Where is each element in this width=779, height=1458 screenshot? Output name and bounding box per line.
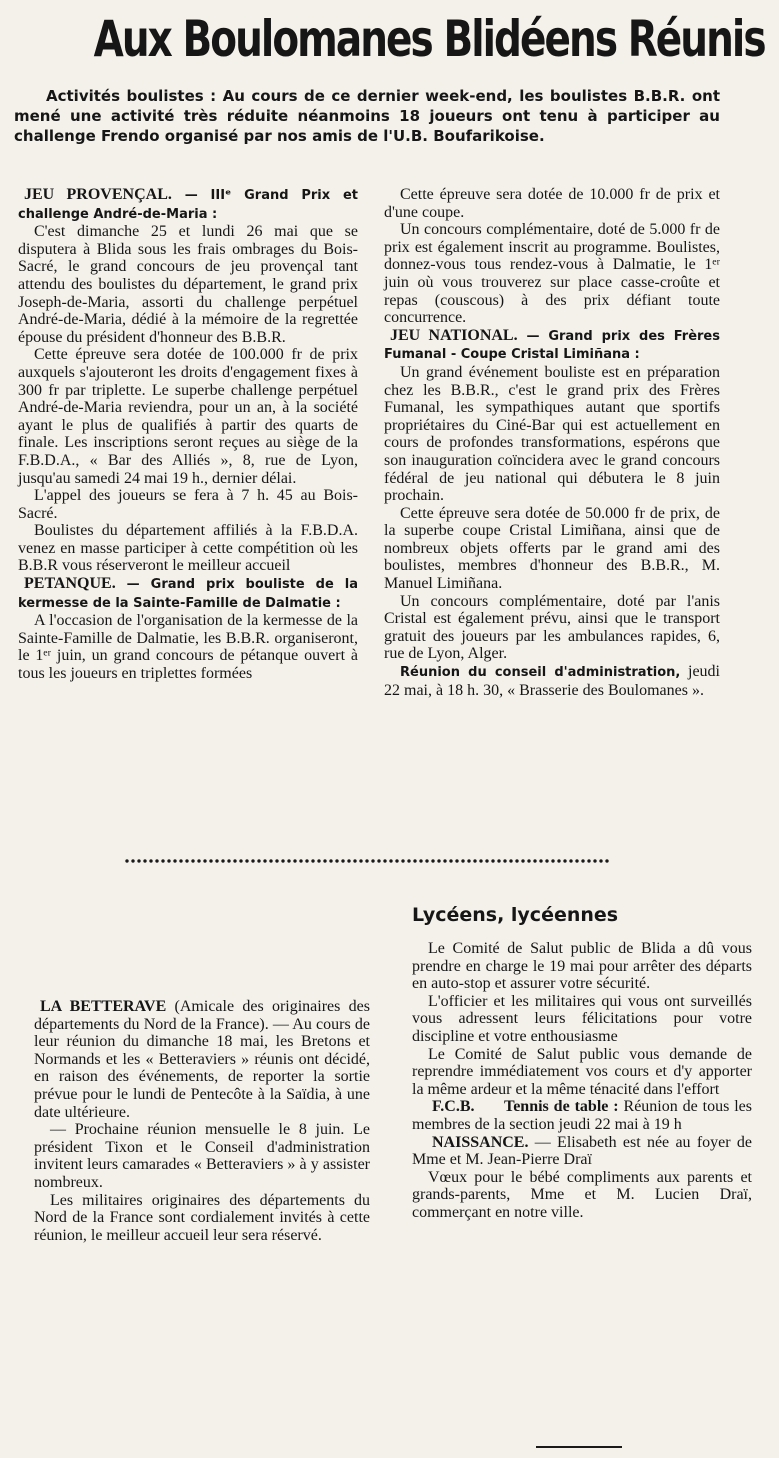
article-headline: Aux Boulomanes Blidéens Réunis [93, 10, 765, 68]
paragraph: — Prochaine réunion mensuelle le 8 juin. Le président Tixon et le Conseil d'administration invitent leurs camarades « Betteraviers » à y assister nombreux. [34, 1121, 370, 1191]
section-text: (Amicale des originaires des départements du Nord de la France). — Au cours de leur réunion du dimanche 18 mai, les Bretons et Normands et les « Betteraviers » réunis ont décidé, en raison des événements, de reporter la sortie prévue pour le lundi de Pentecôte à la Saïdia, à une date ultérieure. [34, 998, 370, 1121]
paragraph: Cette épreuve sera dotée de 10.000 fr de prix et d'une coupe. [384, 186, 720, 221]
column-3 [34, 998, 370, 1244]
section-kicker: LA BETTERAVE [40, 998, 167, 1015]
column-4 [412, 940, 752, 1222]
section-subtitle: Tennis de table : [504, 1098, 619, 1116]
paragraph: C'est dimanche 25 et lundi 26 mai que se disputera à Blida sous les frais ombrages du Bois-Sacré, le grand concours de jeu provençal tant attendu des boulistes du département, le grand prix Joseph-de-Maria, assorti du challenge perpétuel André-de-Maria, dédié à la mémoire de la regrettée épouse du président d'honneur des B.B.R. [18, 223, 358, 346]
section-kicker: F.C.B. [432, 1098, 475, 1116]
intro-paragraph: Activités boulistes : Au cours de ce dernier week-end, les boulistes B.B.R. ont mené une activité très réduite néanmoins 18 joueurs ont tenu à participer au challenge Frendo organisé par nos amis de l'U.B. Boufarikoise. [14, 87, 720, 145]
paragraph: Cette épreuve sera dotée de 100.000 fr de prix auxquels s'ajouteront les droits d'engagement fixes à 300 fr par triplette. Le superbe challenge perpétuel André-de-Maria reviendra, pour un an, à la société ayant le plus de qualifiés à partir des quarts de finale. Les inscriptions seront reçues au siège de la F.B.D.A., « Bar des Alliés », 8, rue de Lyon, jusqu'au samedi 24 mai 19 h., dernier délai. [18, 346, 358, 487]
section-subtitle: Réunion du conseil d'administration, [400, 665, 681, 681]
notice-text: Réunion de tous les membres de la section jeudi 22 mai à 19 h [412, 1098, 753, 1133]
lyceens-title: Lycéens, lycéennes [412, 904, 619, 926]
column-2 [384, 186, 720, 699]
paragraph: L'officier et les militaires qui vous ont surveillés vous adressent leurs félicitations pour votre discipline et votre enthousiasme [412, 992, 752, 1045]
section-heading-jeu-national [384, 327, 720, 364]
section-subtitle: — IIIᵉ Grand Prix et challenge André-de-Maria : [18, 188, 359, 222]
end-rule [536, 1446, 622, 1448]
section-heading-jeu-provencal [18, 186, 358, 223]
paragraph: Le Comité de Salut public de Blida a dû vous prendre en charge le 19 mai pour arrêter des départs en auto-stop et assurer votre sécurité. [412, 940, 752, 993]
paragraph: Vœux pour le bébé compliments aux parents et grands-parents, Mme et M. Lucien Draï, commerçant en notre ville. [412, 1168, 752, 1221]
paragraph: Cette épreuve sera dotée de 50.000 fr de prix, de la superbe coupe Cristal Limiñana, ainsi que de nombreux objets offerts par le grand ami des boulistes, membres d'honneur des B.B.R., M. Manuel Limiñana. [384, 504, 720, 593]
paragraph: Un concours complémentaire, doté de 5.000 fr de prix est également inscrit au programme. Boulistes, donnez-vous tous rendez-vous à Dalmatie, le 1ᵉʳ juin où vous trouverez sur place casse-croûte et repas (couscous) à des prix défiant toute concurrence. [384, 221, 720, 327]
paragraph: Un grand événement bouliste est en préparation chez les B.B.R., c'est le grand prix des Frères Fumanal, les sympathiques autant que sportifs propriétaires du Ciné-Bar qui est actuellement en cours de profondes transformations, espérons que son inauguration coïncidera avec le grand concours fédéral de jeu national qui débutera le 8 juin prochain. [384, 363, 720, 505]
paragraph: Boulistes du département affiliés à la F.B.D.A. venez en masse participer à cette compétition où les B.B.R vous réserveront le meilleur accueil [18, 522, 358, 575]
section-subtitle: — Grand prix des Frères Fumanal - Coupe Cristal Limiñana : [384, 328, 720, 363]
section-heading-petanque [18, 575, 358, 612]
paragraph: Le Comité de Salut public vous demande de reprendre immédiatement vos cours et d'y apporter la même ardeur et la même ténacité dans l'effort [412, 1045, 752, 1098]
section-heading-la-betterave [34, 998, 370, 1121]
section-kicker: NAISSANCE. [432, 1133, 529, 1151]
dotted-separator [124, 858, 610, 864]
meeting-notice [384, 663, 720, 699]
paragraph: A l'occasion de l'organisation de la kermesse de la Sainte-Famille de Dalmatie, les B.B.R. organiseront, le 1ᵉʳ juin, un grand concours de pétanque ouvert à tous les joueurs en triplettes formées [18, 612, 358, 683]
article-intro [14, 86, 720, 146]
paragraph: L'appel des joueurs se fera à 7 h. 45 au Bois-Sacré. [18, 487, 358, 522]
meeting-details: jeudi 22 mai, à 18 h. 30, « Brasserie des Boulomanes ». [384, 663, 720, 699]
section-kicker: JEU NATIONAL. [390, 326, 518, 344]
section-kicker: JEU PROVENÇAL. [24, 186, 172, 203]
column-1 [18, 186, 358, 683]
section-kicker: PETANQUE. [24, 575, 116, 593]
paragraph: Un concours complémentaire, doté par l'anis Cristal est également prévu, ainsi que le transport gratuit des joueurs par les ambulances rapides, 6, rue de Lyon, Alger. [384, 592, 720, 663]
birth-notice [412, 1134, 752, 1169]
section-subtitle: — Grand prix bouliste de la kermesse de la Sainte-Famille de Dalmatie : [18, 577, 358, 611]
notice-text: — Elisabeth est née au foyer de Mme et M. Jean-Pierre Draï [412, 1133, 752, 1169]
paragraph: Les militaires originaires des départements du Nord de la France sont cordialement invités à cette réunion, le meilleur accueil leur sera réservé. [34, 1191, 370, 1244]
fcb-notice [412, 1098, 752, 1133]
